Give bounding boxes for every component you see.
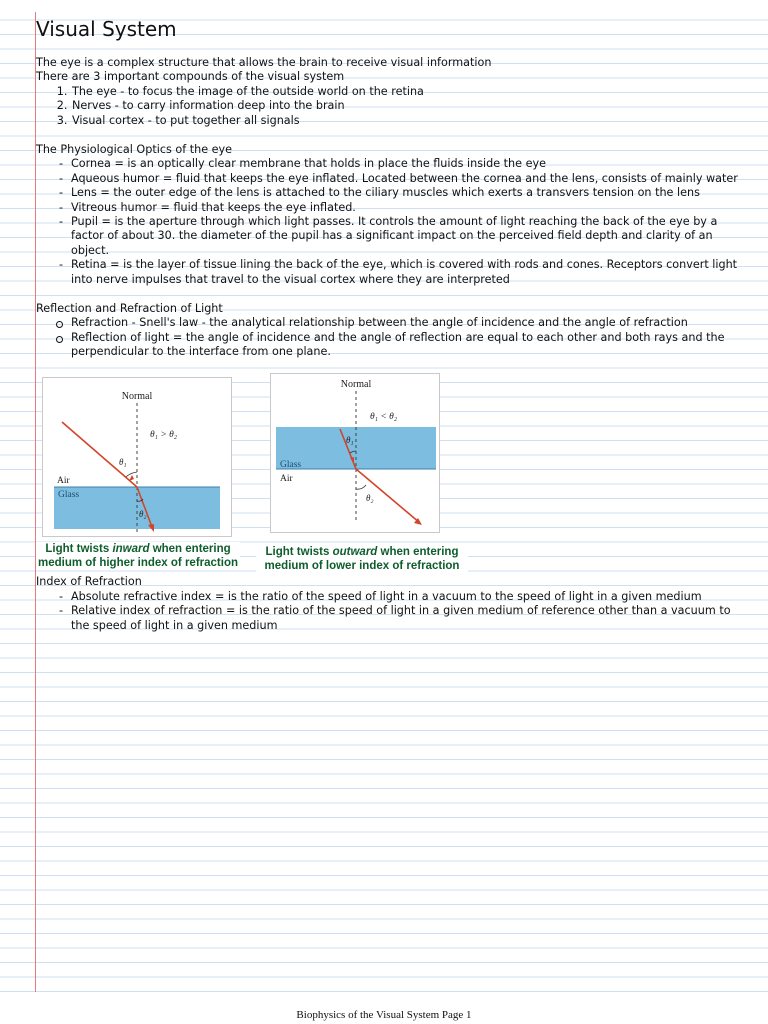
list-item: Reflection of light = the angle of incidence and the angle of reflection are equal to each other and both rays and the perpendicular to the interface from one plane. xyxy=(71,331,748,360)
compounds-list xyxy=(36,85,748,128)
list-item: - Pupil = is the aperture through which light passes. It controls the amount of light reaching the back of the eye by a factor of about 30. the diameter of the pupil has a significant impact on the perceived field depth and clarity of an object. xyxy=(71,215,748,258)
index-list xyxy=(36,590,748,633)
list-item: - Cornea = is an optically clear membrane that holds in place the fluids inside the eye xyxy=(71,157,748,171)
list-item: Refraction - Snell's law - the analytical relationship between the angle of incidence and the angle of refraction xyxy=(71,316,748,330)
theta1-label: θ₁ xyxy=(119,457,127,468)
list-item: - Aqueous humor = fluid that keeps the eye inflated. Located between the cornea and the lens, consists of mainly water xyxy=(71,172,748,186)
upper-medium-label: Glass xyxy=(280,460,302,471)
list-item: 2. Nerves - to carry information deep into the brain xyxy=(71,99,748,113)
normal-label: Normal xyxy=(340,379,372,391)
theta2-label: θ₂ xyxy=(139,509,147,520)
section-heading: Reflection and Refraction of Light xyxy=(36,301,223,315)
list-item: - Retina = is the layer of tissue lining the back of the eye, which is covered with rods and cones. Receptors convert light into nerve impulses that travel to the visual cortex where they are interpreted xyxy=(71,258,748,287)
list-item: - Vitreous humor = fluid that keeps the eye inflated. xyxy=(71,201,748,215)
theta1-label: θ₁ xyxy=(346,435,354,446)
section-heading: Index of Refraction xyxy=(36,575,142,589)
list-item: - Lens = the outer edge of the lens is attached to the ciliary muscles which exerts a transvers tension on the lens xyxy=(71,186,748,200)
intro-line: There are 3 important compounds of the visual system xyxy=(36,70,345,84)
figure-caption-inward: Light twists inward when entering medium of higher index of refraction xyxy=(38,543,238,570)
page-title: Visual System xyxy=(36,17,177,41)
intro-line: The eye is a complex structure that allows the brain to receive visual information xyxy=(36,56,492,69)
note-page xyxy=(36,14,748,633)
refraction-diagram-outward xyxy=(270,373,440,533)
refraction-figures xyxy=(36,359,748,575)
page-footer: Biophysics of the Visual System Page 1 xyxy=(296,1009,472,1021)
list-item: 3. Visual cortex - to put together all signals xyxy=(71,114,748,128)
angle-relation-label: θ₁ < θ₂ xyxy=(370,412,398,423)
figure-caption-outward: Light twists outward when entering medium of lower index of refraction xyxy=(256,545,468,573)
theta2-label: θ₂ xyxy=(366,493,374,504)
upper-medium-label: Air xyxy=(57,476,70,487)
angle-relation-label: θ₁ > θ₂ xyxy=(150,430,178,441)
list-item: - Absolute refractive index = is the ratio of the speed of light in a vacuum to the speed of light in a given medium xyxy=(71,590,748,604)
optics-list xyxy=(36,157,748,287)
lower-medium-label: Air xyxy=(280,474,293,485)
list-item: 1. The eye - to focus the image of the outside world on the retina xyxy=(71,85,748,99)
normal-label: Normal xyxy=(121,391,153,403)
refraction-diagram-inward xyxy=(42,377,232,537)
reflection-list xyxy=(36,316,748,359)
lower-medium-label: Glass xyxy=(58,490,80,501)
section-heading: The Physiological Optics of the eye xyxy=(36,142,233,156)
list-item: - Relative index of refraction = is the ratio of the speed of light in a given medium of reference other than a vacuum to the speed of light in a given medium xyxy=(71,604,748,633)
